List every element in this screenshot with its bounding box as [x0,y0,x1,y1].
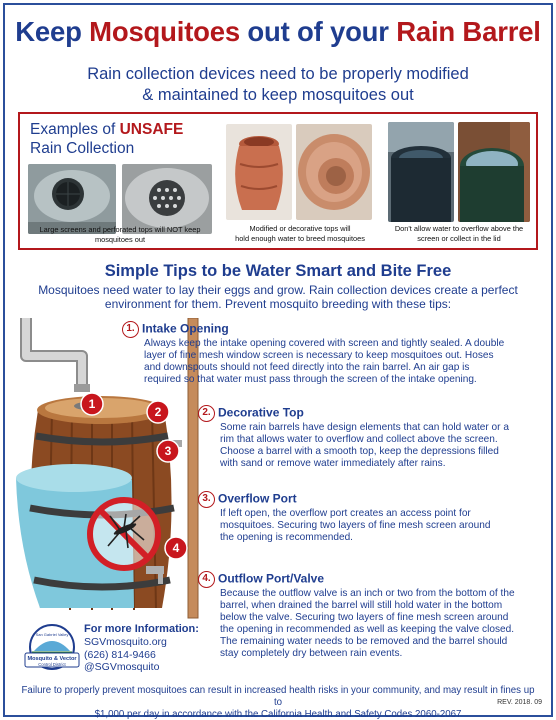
intro-line: Mosquitoes need water to lay their eggs and grow. Rain collection devices create a perfect [38,283,518,297]
tip-line: with sand or remove water immediately after rains. [220,458,446,470]
photo-collect-in-lid [458,122,530,222]
tip-line: the opening is recommended. [220,532,353,544]
tip-line: below the valve. Securing two layers of fine mesh screen around [220,612,509,624]
footer-line: $1,000 per day in accordance with the California Health and Safety Codes 2060-2067 [94,709,462,720]
overflow-lid-image [388,122,454,222]
tip-heading-text: Outflow Port/Valve [218,571,325,586]
tip-body [198,508,538,544]
decorative-barrel-image [226,124,292,220]
tip-body [198,422,538,470]
unsafe-heading-text: Examples of [30,121,120,138]
caption-large-screens [24,225,216,245]
callout-4: 4 [172,541,180,555]
tip-line: Choose a barrel with a smooth top, keep the depressions filled [220,446,499,458]
subtitle-line: Rain collection devices need to be properly modified [87,65,469,83]
callout-2: 2 [154,405,162,419]
tip-intake-opening [122,321,542,386]
tip-line: required so that water must pass through the screen of the intake opening. [144,374,477,386]
tip-heading [198,405,538,422]
district-logo-graphic [24,623,80,675]
tip-body [198,588,538,661]
tip-heading-text: Decorative Top [218,405,304,420]
decorative-top-image [296,124,372,220]
tip-line: Always keep the intake opening covered with screen and tightly sealed. A double [144,338,505,349]
logo-line: Mosquito & Vector [27,656,77,662]
caption-line: Large screens and perforated tops will NOT keep [39,225,201,234]
tip-decorative-top [198,405,538,470]
tip-line: barrel, when drained the barrel will still hold water in the bottom [220,600,503,612]
callout-3: 3 [164,444,172,458]
contact-heading: For more Information: [84,623,199,635]
subtitle-line: & maintained to keep mosquitoes out [142,86,414,104]
tip-line: rim that allows water to overflow and collect above the screen. [220,434,498,446]
tip-outflow-valve [198,571,538,661]
tips-title: Simple Tips to be Water Smart and Bite Free [104,262,452,280]
tip-overflow-port [198,491,538,544]
caption-line: mosquitoes out [94,235,146,244]
logo-line: San Gabriel Valley [35,632,69,637]
caption-line: hold enough water to breed mosquitoes [235,234,365,243]
tip-number: 1. [122,321,139,338]
tip-heading [198,571,538,588]
tip-heading [122,321,542,338]
title-highlight-rain-barrel: Rain Barrel [396,16,541,47]
tip-line: the opening in recommended as well as keeping the valve closed. [220,624,515,636]
tip-line: Because the outflow valve is an inch or two from the bottom of the [220,588,515,599]
tip-line: If left open, the overflow port creates an access point for [220,508,471,519]
district-logo [24,623,80,675]
unsafe-examples-panel [18,112,538,250]
callout-1: 1 [88,397,96,411]
tip-line: mosquitoes. Securing two layers of fine mesh screen around [220,520,491,532]
title-text: Keep [15,16,90,47]
contact-website[interactable]: SGVmosquito.org [84,635,167,648]
unsafe-heading-line2: Rain Collection [30,140,135,157]
collect-in-lid-image [458,122,530,222]
subtitle [0,64,556,106]
tip-line: The remaining water needs to be removed and the barrel should [220,636,508,648]
caption-line: screen or collect in the lid [417,234,501,243]
tip-line: layer of fine mesh window screen is necessary to keep mosquitoes out. Hoses [144,350,494,362]
photo-large-screen [28,164,116,234]
contact-info [84,623,204,674]
tip-number: 2. [198,405,215,422]
tip-heading-text: Overflow Port [218,491,297,506]
unsafe-heading [30,120,183,158]
logo-line: Control District [38,662,66,667]
tip-body [122,338,542,386]
perforated-top-image [122,164,212,234]
footer-line: Failure to properly prevent mosquitoes can result in increased health risks in your community, and may result in fines up to [21,685,535,708]
title-highlight-mosquitoes: Mosquitoes [89,16,240,47]
contact-social: @SGVmosquito [84,661,160,674]
tip-heading [198,491,538,508]
caption-line: Don't allow water to overflow above the [394,224,524,233]
large-screen-image [28,164,116,234]
caption-decorative-tops [220,224,380,244]
tip-number: 4. [198,571,215,588]
tip-line: stay completely dry between rain events. [220,648,403,660]
tips-intro [28,284,528,311]
photo-decorative-top [296,124,372,220]
title-text: out of your [239,16,397,47]
photo-decorative-barrel [226,124,292,220]
page-title [0,16,556,48]
tip-number: 3. [198,491,215,508]
intro-line: environment for them. Prevent mosquito breeding with these tips: [104,296,452,311]
contact-phone: (626) 814-9466 [84,648,156,661]
caption-overflow [384,224,534,244]
caption-line: Modified or decorative tops will [249,224,351,233]
unsafe-keyword: UNSAFE [119,121,184,138]
photo-overflow-lid [388,122,454,222]
tip-line: and downspouts should not feed directly into the rain barrel. An air gap is [144,362,470,374]
tip-heading-text: Intake Opening [142,321,229,336]
footer-warning [20,685,536,720]
revision-label: REV. 2018. 09 [497,699,542,706]
photo-perforated-top [122,164,212,234]
tip-line: Some rain barrels have design elements that can hold water or a [220,422,509,433]
